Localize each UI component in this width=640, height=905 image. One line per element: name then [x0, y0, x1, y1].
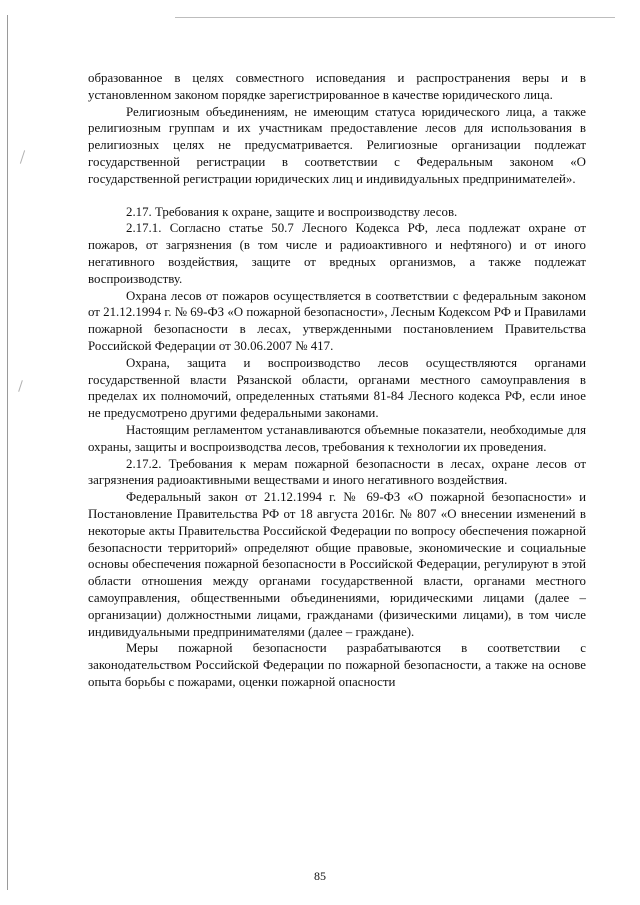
paragraph: Охрана, защита и воспроизводство лесов осуществляются органами государственной власти Рязанской области, органами местного самоуправления в пределах их полномочий, определенных статьями 81-84 Лесного кодекса РФ, если иное не предусмотрено другими федеральными законами.	[88, 355, 586, 421]
document-page	[88, 70, 586, 691]
section-heading: 2.17. Требования к охране, защите и воспроизводству лесов.	[126, 204, 458, 219]
paragraph: Религиозным объединениям, не имеющим статуса юридического лица, а также религиозным группам и их участникам предоставление лесов для использования в религиозных целях не предусматривается. Религиозные организации подлежат государственной регистрации в соответствии с Федеральным законом «О государственной регистрации юридических лиц и индивидуальных предпринимателей».	[88, 104, 586, 186]
scan-artifact-mark	[18, 380, 23, 392]
paragraph: Охрана лесов от пожаров осуществляется в соответствии с федеральным законом от 21.12.1994 г. № 69-ФЗ «О пожарной безопасности», Лесным Кодексом РФ и Правилами пожарной безопасности в лесах, утвержденными постановлением Правительства Российской Федерации от 30.06.2007 № 417.	[88, 288, 586, 353]
scan-artifact-mark	[20, 150, 25, 164]
paragraph: 2.17.1. Согласно статье 50.7 Лесного Кодекса РФ, леса подлежат охране от пожаров, от загрязнения (в том числе и радиоактивного и нефтяного) и от иного негативного воздействия, защите от вредных организмов, а также подлежат воспроизводству.	[88, 221, 586, 286]
paragraph: образованное в целях совместного исповедания и распространения веры и в установленном законом порядке зарегистрированное в качестве юридического лица.	[88, 71, 586, 102]
paragraph-gap	[88, 188, 586, 204]
paragraph: Меры пожарной безопасности разрабатываются в соответствии с законодательством Российской Федерации по пожарной безопасности, а также на основе опыта борьбы с пожарами, оценки пожарной опасности	[88, 641, 586, 689]
page-number: 85	[314, 869, 326, 883]
scan-artifact-left-edge	[7, 15, 8, 890]
scan-artifact-top-line	[175, 17, 615, 18]
paragraph: Федеральный закон от 21.12.1994 г. № 69-ФЗ «О пожарной безопасности» и Постановление Правительства РФ от 18 августа 2016г. № 807 «О внесении изменений в некоторые акты Правительства Российской Федерации по вопросу обеспечения пожарной безопасности территорий» определяют общие правовые, экономические и социальные основы обеспечения пожарной безопасности в Российской Федерации, регулируют в этой области отношения между органами государственной власти, органами местного самоуправления, общественными объединениями, юридическими лицами (далее – организации) должностными лицами, гражданами (физическими лицами), в том числе индивидуальными предпринимателями (далее – граждане).	[88, 490, 586, 639]
paragraph: Настоящим регламентом устанавливаются объемные показатели, необходимые для охраны, защиты и воспроизводства лесов, требования к технологии их проведения.	[88, 422, 586, 454]
subsection-heading: 2.17.2. Требования к мерам пожарной безопасности в лесах, охране лесов от загрязнения радиоактивными веществами и иного негативного воздействия.	[88, 456, 586, 488]
